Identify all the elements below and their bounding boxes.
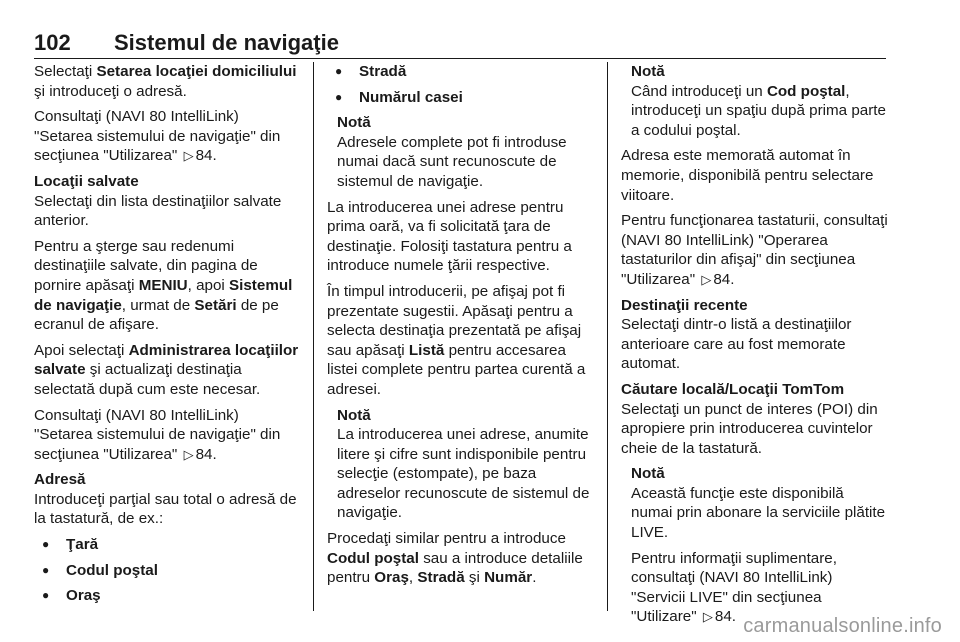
list-item: ● Codul poştal <box>34 561 300 581</box>
paragraph: Adresa este memorată automat în memorie, disponibilă pentru selectare viitoare. <box>621 147 874 204</box>
column-2 <box>327 62 595 594</box>
note-text: Când introduceţi un Cod poştal, introduceţi un spaţiu după prima parte a codului poştal. <box>631 82 886 139</box>
list-item: ● Oraş <box>34 586 300 606</box>
bullet-list <box>327 62 595 107</box>
list-item: ● Numărul casei <box>327 88 595 108</box>
list-item: ● Stradă <box>327 62 595 82</box>
paragraph: Selectaţi Setarea locaţiei domiciliului şi introduceţi o adresă. <box>34 63 297 100</box>
paragraph: Selectaţi din lista destinaţiilor salvate anterior. <box>34 192 282 230</box>
section-heading-saved: Locaţii salvate <box>34 172 139 190</box>
paragraph: Pentru a şterge sau redenumi destinaţiile salvate, din pagina de pornire apăsaţi MENIU, apoi Sistemul de navigaţie, urmat de Setări de pe ecranul de afişare. <box>34 237 293 334</box>
page-header <box>34 30 886 56</box>
page-number: 102 <box>34 30 71 55</box>
triangle-arrow-icon: ▷ <box>183 446 194 462</box>
paragraph: Procedaţi similar pentru a introduce Codul poştal sau a introduce detaliile pentru Oraş, Stradă şi Număr. <box>327 530 583 587</box>
page-title: Sistemul de navigaţie <box>114 30 339 55</box>
list-item: ● Ţară <box>34 535 300 555</box>
triangle-arrow-icon: ▷ <box>701 271 712 287</box>
paragraph: Consultaţi (NAVI 80 IntelliLink) "Setarea sistemului de navigaţie" din secţiunea "Utilizarea" ▷ 84. <box>34 108 281 165</box>
note-title: Notă <box>631 465 665 483</box>
note-text: Această funcţie este disponibilă numai prin abonare la serviciile plătite LIVE. <box>631 484 886 542</box>
header-rule <box>34 58 886 59</box>
column-divider-2 <box>607 62 608 611</box>
note-text: Pentru informaţii suplimentare, consultaţi (NAVI 80 IntelliLink) "Servicii LIVE" din secţiunea "Utilizare" ▷ 84. <box>631 549 837 626</box>
column-divider-1 <box>313 62 314 611</box>
note-title: Notă <box>631 63 665 80</box>
column-3 <box>621 62 889 633</box>
note-box <box>327 406 595 524</box>
paragraph: La introducerea unei adrese pentru prima oară, va fi solicitată ţara de destinaţie. Folosiţi tastatura pentru a introduce numele ţării respective. <box>327 198 572 275</box>
paragraph: Selectaţi un punct de interes (POI) din apropiere prin introducerea cuvintelor cheie de la tastatură. <box>621 400 878 457</box>
paragraph: Apoi selectaţi Administrarea locaţiilor salvate şi actualizaţi destinaţia selectată după cum este necesar. <box>34 341 299 398</box>
note-title: Notă <box>337 114 371 132</box>
section-heading-address: Adresă <box>34 471 86 489</box>
paragraph: Consultaţi (NAVI 80 IntelliLink) "Setarea sistemului de navigaţie" din secţiunea "Utilizarea" ▷ 84. <box>34 406 281 463</box>
note-text: La introducerea unei adrese, anumite litere şi cifre sunt indisponibile pentru selecţie (estompate), pe baza adreselor recunoscute de sistemul de navigaţie. <box>337 426 590 522</box>
note-box <box>621 464 889 627</box>
watermark-logo: carmanualsonline.info <box>743 615 942 637</box>
section-heading-local-search: Căutare locală/Locaţii TomTom <box>621 380 845 398</box>
triangle-arrow-icon: ▷ <box>702 609 713 625</box>
section-heading-recent: Destinaţii recente <box>621 296 748 314</box>
bullet-list <box>34 535 300 606</box>
note-box <box>327 113 595 191</box>
paragraph: Selectaţi dintr-o listă a destinaţiilor anterioare care au fost memorate automat. <box>621 316 852 373</box>
paragraph: În timpul introducerii, pe afişaj pot fi prezentate sugestii. Apăsaţi pentru a selecta destinaţia prezentată pe afişaj sau apăsaţi Listă pentru accesarea listei complete pentru partea curentă a adresei. <box>327 282 586 398</box>
note-text: Adresele complete pot fi introduse numai dacă sunt recunoscute de sistemul de navigaţie. <box>337 133 567 190</box>
paragraph: Pentru funcţionarea tastaturii, consultaţi (NAVI 80 IntelliLink) "Operarea tastaturilor din afişaj" din secţiunea "Utilizarea" ▷ 84. <box>621 212 888 288</box>
paragraph: Introduceţi parţial sau total o adresă de la tastatură, de ex.: <box>34 490 297 528</box>
triangle-arrow-icon: ▷ <box>183 148 194 164</box>
note-box <box>621 62 889 140</box>
note-title: Notă <box>337 406 371 424</box>
column-1 <box>34 62 300 612</box>
